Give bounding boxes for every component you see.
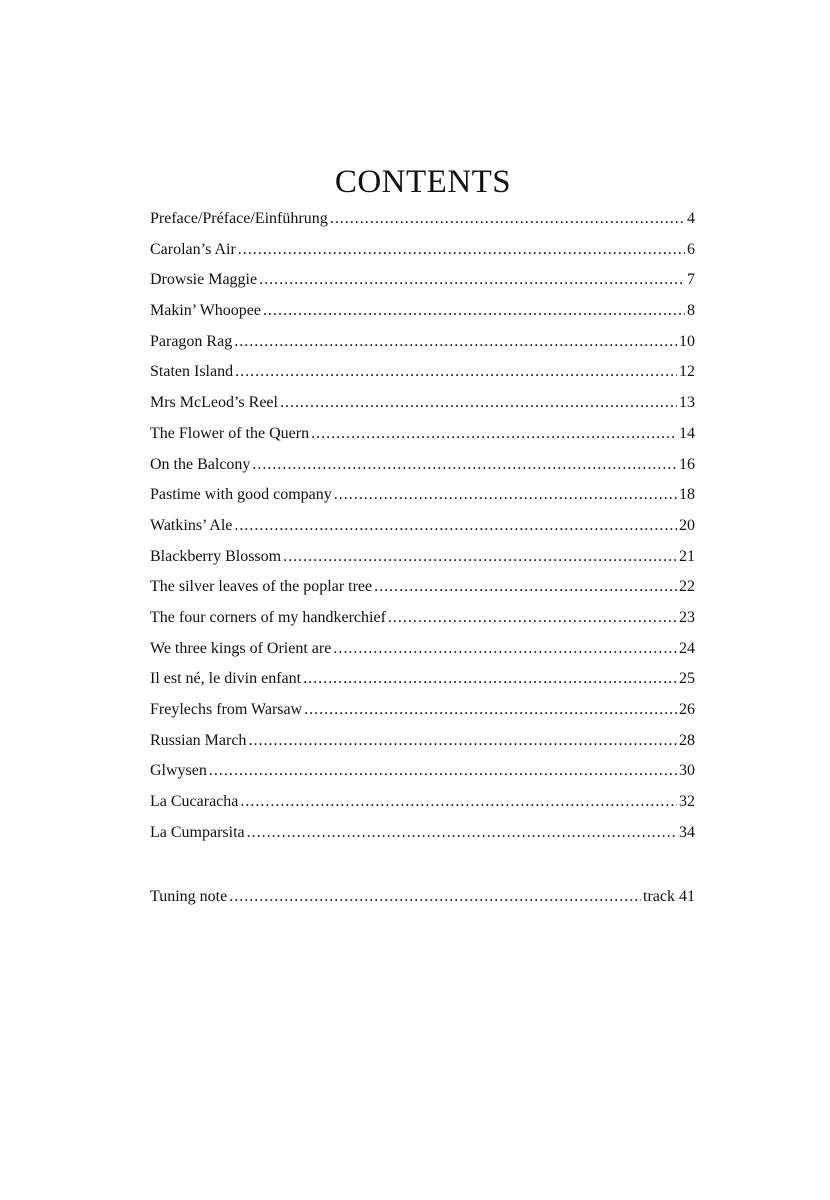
toc-entry[interactable]: [150, 574, 695, 605]
toc-entry[interactable]: [150, 513, 695, 544]
dot-leader: [234, 329, 677, 355]
toc-entry-page: 22: [679, 578, 695, 596]
toc-entry-title: Il est né, le divin enfant: [150, 670, 302, 688]
dot-leader: [280, 390, 677, 416]
toc-entry[interactable]: [150, 697, 695, 728]
toc-entry-page: 34: [679, 823, 695, 841]
dot-leader: [259, 267, 685, 293]
toc-entry-title: The Flower of the Quern: [150, 424, 310, 442]
toc-entry[interactable]: [150, 329, 695, 360]
dot-leader: [283, 544, 677, 570]
dot-leader: [235, 359, 677, 385]
toc-entry-title: Makin’ Whoopee: [150, 302, 261, 320]
toc-entry-page: 26: [679, 701, 695, 718]
page-title: CONTENTS: [334, 164, 512, 200]
toc-entry-title: La Cucaracha: [150, 793, 239, 811]
toc-entry[interactable]: [150, 482, 695, 513]
toc-entry[interactable]: [150, 206, 695, 237]
toc-entry-title: Paragon Rag: [150, 332, 233, 350]
toc-entry-page: 24: [679, 639, 695, 657]
toc-entry-page: 8: [687, 302, 695, 320]
toc-entry[interactable]: [150, 421, 695, 452]
toc-entry-title: La Cumparsita: [150, 823, 245, 841]
dot-leader: [263, 298, 685, 324]
toc-entry[interactable]: [150, 789, 695, 820]
dot-leader: [334, 482, 677, 508]
dot-leader: [247, 820, 677, 846]
toc-entry[interactable]: [150, 666, 695, 697]
toc-entry-title: Staten Island: [150, 363, 234, 381]
dot-leader: [333, 636, 677, 662]
toc-entry-title: Mrs McLeod’s Reel: [150, 394, 278, 412]
toc-entry-page: 20: [679, 516, 695, 534]
toc-entry-page: 10: [679, 332, 695, 350]
dot-leader: [252, 452, 677, 478]
toc-entry-title: Watkins’ Ale: [150, 516, 233, 534]
toc-entry-title: Drowsie Maggie: [150, 271, 258, 289]
toc-entry-title: On the Balcony: [150, 455, 251, 473]
table-of-contents: [150, 206, 695, 850]
toc-entry[interactable]: [150, 605, 695, 636]
toc-entry-page: 7: [687, 271, 695, 289]
toc-entry[interactable]: [150, 390, 695, 421]
tuning-note-title: Tuning note: [150, 888, 228, 905]
tuning-note-track: track 41: [643, 888, 695, 905]
toc-entry-title: Glwysen: [150, 762, 207, 780]
toc-entry-title: Freylechs from Warsaw: [150, 701, 303, 718]
toc-entry[interactable]: [150, 544, 695, 575]
toc-entry-page: 25: [679, 670, 695, 688]
toc-entry-page: 16: [679, 455, 695, 473]
toc-entry-title: Carolan’s Air: [150, 240, 236, 258]
toc-entry-title: The silver leaves of the poplar tree: [150, 578, 373, 596]
toc-entry[interactable]: [150, 237, 695, 268]
toc-entry-page: 14: [679, 424, 695, 442]
dot-leader: [374, 574, 677, 600]
toc-entry[interactable]: [150, 820, 695, 851]
toc-entry-page: 6: [687, 240, 695, 258]
dot-leader: [304, 697, 677, 723]
dot-leader: [303, 666, 677, 692]
dot-leader: [234, 513, 677, 539]
toc-entry-page: 23: [679, 608, 695, 626]
toc-entry[interactable]: [150, 758, 695, 789]
toc-entry[interactable]: [150, 359, 695, 390]
dot-leader: [209, 758, 677, 784]
tuning-note-entry[interactable]: [150, 884, 695, 915]
toc-entry[interactable]: [150, 298, 695, 329]
dot-leader: [238, 237, 685, 263]
toc-entry[interactable]: [150, 728, 695, 759]
toc-entry-page: 30: [679, 762, 695, 780]
toc-entry-title: Preface/Préface/Einführung: [150, 210, 328, 227]
toc-entry-page: 12: [679, 363, 695, 381]
toc-entry[interactable]: [150, 267, 695, 298]
dot-leader: [388, 605, 677, 631]
toc-entry-title: Blackberry Blossom: [150, 547, 282, 565]
toc-entry[interactable]: [150, 452, 695, 483]
dot-leader: [330, 206, 685, 232]
toc-entry-page: 32: [679, 793, 695, 811]
toc-entry-title: Russian March: [150, 731, 247, 749]
toc-entry-page: 13: [679, 394, 695, 412]
dot-leader: [240, 789, 677, 815]
dot-leader: [248, 728, 677, 754]
toc-entry-page: 28: [679, 731, 695, 749]
toc-entry-page: 18: [679, 486, 695, 504]
dot-leader: [229, 884, 641, 910]
toc-entry-title: Pastime with good company: [150, 486, 332, 504]
toc-entry[interactable]: [150, 636, 695, 667]
toc-entry-page: 4: [687, 210, 695, 227]
toc-entry-page: 21: [679, 547, 695, 565]
dot-leader: [311, 421, 677, 447]
toc-entry-title: We three kings of Orient are: [150, 639, 332, 657]
toc-entry-title: The four corners of my handkerchief: [150, 608, 386, 626]
